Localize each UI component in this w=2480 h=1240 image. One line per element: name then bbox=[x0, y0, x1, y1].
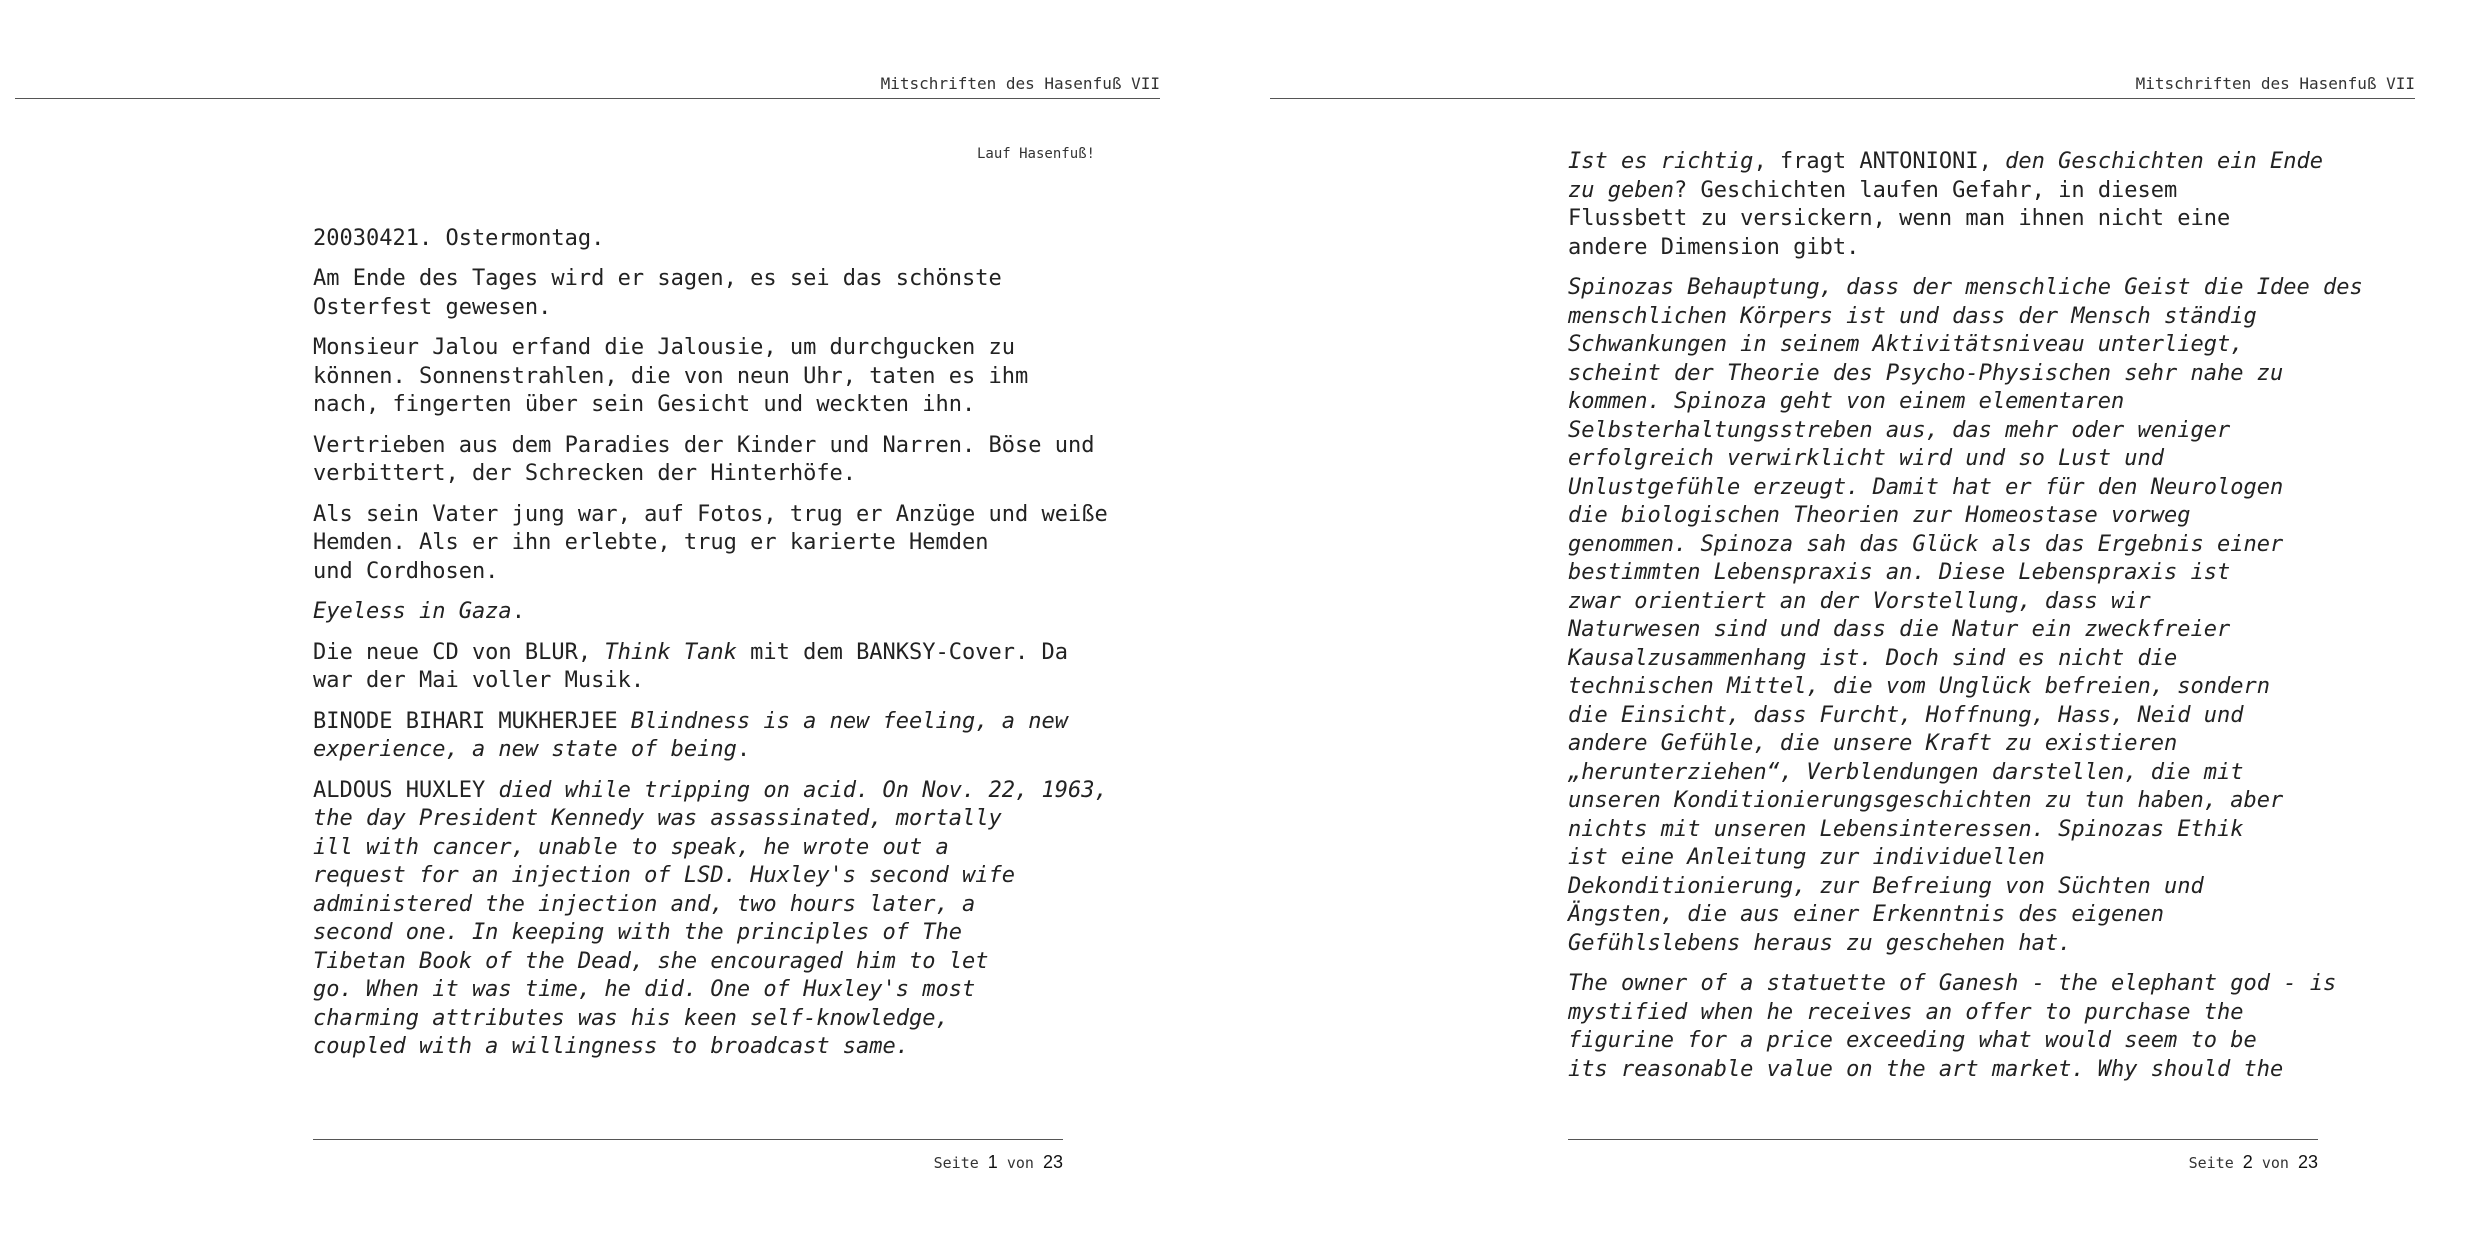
document-page-2 bbox=[1255, 0, 2480, 1240]
text-line bbox=[313, 1005, 1113, 1034]
text-line bbox=[313, 891, 1113, 920]
italic-text: the day President Kennedy was assassinated, mortally bbox=[313, 806, 1002, 831]
text-line bbox=[1568, 559, 2368, 588]
text-line bbox=[1568, 177, 2368, 206]
italic-text: scheint der Theorie des Psycho-Physischen sehr nahe zu bbox=[1568, 360, 2284, 386]
text-line bbox=[1568, 205, 2368, 234]
text-run: Flussbett zu versickern, wenn man ihnen nicht eine bbox=[1568, 206, 2231, 231]
text-line bbox=[313, 834, 1113, 863]
text-line bbox=[313, 1033, 1113, 1062]
text-line bbox=[1568, 445, 2368, 474]
text-run: Hemden. Als er ihn erlebte, trug er karierte Hemden bbox=[313, 530, 989, 555]
text-run: 20030421. Ostermontag. bbox=[313, 225, 605, 251]
text-line bbox=[1568, 388, 2368, 417]
italic-text: den Geschichten ein Ende bbox=[2005, 149, 2323, 174]
text-line bbox=[1568, 1056, 2368, 1085]
total-pages: 23 bbox=[2297, 1152, 2318, 1172]
italic-text: „herunterziehen“, Verblendungen darstellen, die mit bbox=[1568, 759, 2244, 785]
text-line bbox=[313, 294, 1113, 323]
page-number: 2 bbox=[2242, 1152, 2253, 1172]
footer-divider bbox=[313, 1139, 1063, 1140]
italic-text: ill with cancer, unable to speak, he wrote out a bbox=[313, 834, 949, 860]
journal-entry bbox=[313, 265, 1113, 322]
text-line bbox=[1568, 999, 2368, 1028]
text-run: Am Ende des Tages wird er sagen, es sei das schönste bbox=[313, 266, 1002, 291]
text-line bbox=[313, 948, 1113, 977]
text-run: nach, fingerten über sein Gesicht und weckten ihn. bbox=[313, 392, 976, 417]
page-label: Seite bbox=[933, 1154, 979, 1172]
text-line bbox=[1568, 1027, 2368, 1056]
text-run: ALDOUS HUXLEY bbox=[313, 777, 499, 803]
italic-text: zwar orientiert an der Vorstellung, dass wir bbox=[1568, 588, 2151, 614]
text-line bbox=[1568, 759, 2368, 788]
journal-entry bbox=[1568, 970, 2368, 1084]
italic-text: mystified when he receives an offer to purchase the bbox=[1568, 999, 2244, 1025]
text-line bbox=[313, 598, 1113, 627]
text-line bbox=[313, 862, 1113, 891]
text-line bbox=[1568, 787, 2368, 816]
text-line bbox=[1568, 930, 2368, 959]
text-line bbox=[313, 460, 1113, 489]
page-footer bbox=[313, 1152, 1063, 1173]
italic-text: kommen. Spinoza geht von einem elementaren bbox=[1568, 389, 2125, 414]
text-run: verbittert, der Schrecken der Hinterhöfe. bbox=[313, 461, 857, 486]
page-label: Seite bbox=[2188, 1154, 2234, 1172]
italic-text: died while tripping on acid. On Nov. 22, 1963, bbox=[498, 777, 1108, 803]
text-line bbox=[313, 639, 1113, 668]
italic-text: die Einsicht, dass Furcht, Hoffnung, Hass, Neid und bbox=[1568, 702, 2244, 728]
entry-list bbox=[1568, 148, 2368, 1084]
header-divider bbox=[15, 98, 1160, 99]
italic-text: Kausalzusammenhang ist. Doch sind es nicht die bbox=[1568, 645, 2178, 671]
italic-text: coupled with a willingness to broadcast same. bbox=[313, 1034, 910, 1059]
text-line bbox=[313, 777, 1113, 806]
italic-text: nichts mit unseren Lebensinteressen. Spinozas Ethik bbox=[1568, 816, 2244, 842]
italic-text: figurine for a price exceeding what would seem to be bbox=[1568, 1028, 2257, 1053]
text-line bbox=[313, 805, 1113, 834]
italic-text: second one. In keeping with the principles of The bbox=[313, 920, 963, 945]
entry-list bbox=[313, 225, 1113, 1062]
text-run: , fragt ANTONIONI, bbox=[1753, 149, 2006, 174]
text-line bbox=[313, 558, 1113, 587]
text-line bbox=[313, 529, 1113, 558]
italic-text: Dekonditionierung, zur Befreiung von Süchten und bbox=[1568, 873, 2204, 899]
italic-text: menschlichen Körpers ist und dass der Mensch ständig bbox=[1568, 303, 2257, 329]
text-run: . bbox=[736, 737, 751, 762]
text-line bbox=[1568, 474, 2368, 503]
text-line bbox=[1568, 417, 2368, 446]
running-header: Mitschriften des Hasenfuß VII bbox=[2135, 74, 2415, 93]
text-line bbox=[1568, 970, 2368, 999]
text-line bbox=[1568, 816, 2368, 845]
text-line bbox=[1568, 844, 2368, 873]
italic-text: Tibetan Book of the Dead, she encouraged him to let bbox=[313, 948, 989, 974]
journal-entry bbox=[313, 708, 1113, 765]
italic-text: unseren Konditionierungsgeschichten zu tun haben, aber bbox=[1568, 788, 2284, 813]
italic-text: administered the injection and, two hours later, a bbox=[313, 891, 976, 917]
italic-text: experience, a new state of being bbox=[313, 737, 737, 762]
text-line bbox=[1568, 360, 2368, 389]
page-body bbox=[313, 140, 1113, 1074]
text-line bbox=[313, 265, 1113, 294]
text-run: und Cordhosen. bbox=[313, 558, 499, 584]
text-line bbox=[1568, 730, 2368, 759]
text-line bbox=[1568, 531, 2368, 560]
text-run: können. Sonnenstrahlen, die von neun Uhr, taten es ihm bbox=[313, 363, 1029, 389]
journal-entry bbox=[313, 225, 1113, 254]
page-body bbox=[1568, 148, 2368, 1096]
text-line bbox=[313, 363, 1113, 392]
italic-text: zu geben bbox=[1568, 177, 1674, 203]
text-run: mit dem BANKSY-Cover. Da bbox=[736, 639, 1068, 665]
italic-text: Ängsten, die aus einer Erkenntnis des eigenen bbox=[1568, 902, 2165, 927]
of-label: von bbox=[2261, 1154, 2289, 1172]
text-line bbox=[313, 391, 1113, 420]
italic-text: Naturwesen sind und dass die Natur ein zweckfreier bbox=[1568, 617, 2231, 642]
text-line bbox=[313, 334, 1113, 363]
italic-text: charming attributes was his keen self-knowledge, bbox=[313, 1005, 949, 1031]
text-line bbox=[1568, 616, 2368, 645]
text-line bbox=[313, 501, 1113, 530]
italic-text: its reasonable value on the art market. Why should the bbox=[1568, 1056, 2284, 1082]
text-line bbox=[1568, 645, 2368, 674]
italic-text: erfolgreich verwirklicht wird und so Lust und bbox=[1568, 446, 2165, 471]
text-run: andere Dimension gibt. bbox=[1568, 234, 1860, 260]
text-line bbox=[313, 225, 1113, 254]
italic-text: technischen Mittel, die vom Unglück befreien, sondern bbox=[1568, 674, 2270, 699]
italic-text: Spinozas Behauptung, dass der menschliche Geist die Idee des bbox=[1568, 275, 2363, 300]
journal-entry bbox=[1568, 148, 2368, 262]
italic-text: andere Gefühle, die unsere Kraft zu existieren bbox=[1568, 731, 2178, 756]
text-line bbox=[1568, 588, 2368, 617]
italic-text: die biologischen Theorien zur Homeostase vorweg bbox=[1568, 503, 2191, 528]
italic-text: The owner of a statuette of Ganesh - the elephant god - is bbox=[1568, 971, 2337, 996]
text-line bbox=[1568, 274, 2368, 303]
text-line bbox=[313, 667, 1113, 696]
header-divider bbox=[1270, 98, 2415, 99]
of-label: von bbox=[1006, 1154, 1034, 1172]
journal-entry bbox=[313, 334, 1113, 420]
text-line bbox=[1568, 502, 2368, 531]
italic-text: genommen. Spinoza sah das Glück als das Ergebnis einer bbox=[1568, 531, 2284, 557]
text-line bbox=[1568, 901, 2368, 930]
italic-text: Selbsterhaltungsstreben aus, das mehr oder weniger bbox=[1568, 417, 2231, 443]
text-run: Osterfest gewesen. bbox=[313, 294, 552, 320]
running-header: Mitschriften des Hasenfuß VII bbox=[880, 74, 1160, 93]
text-run: ? Geschichten laufen Gefahr, in diesem bbox=[1673, 177, 2178, 203]
text-run: . bbox=[511, 599, 525, 624]
text-line bbox=[1568, 148, 2368, 177]
italic-text: ist eine Anleitung zur individuellen bbox=[1568, 845, 2045, 870]
italic-text: Think Tank bbox=[604, 639, 737, 665]
italic-text: Gefühlslebens heraus zu geschehen hat. bbox=[1568, 930, 2072, 956]
journal-entry bbox=[313, 777, 1113, 1062]
text-line bbox=[1568, 331, 2368, 360]
text-run: Die neue CD von BLUR, bbox=[313, 639, 605, 665]
motto: Lauf Hasenfuß! bbox=[976, 146, 1095, 162]
journal-entry bbox=[313, 639, 1113, 696]
footer-divider bbox=[1568, 1139, 2318, 1140]
journal-entry bbox=[1568, 274, 2368, 958]
text-run: Als sein Vater jung war, auf Fotos, trug er Anzüge und weiße bbox=[313, 501, 1108, 527]
italic-text: Ist es richtig bbox=[1568, 149, 1754, 174]
page-number: 1 bbox=[987, 1152, 998, 1172]
text-line bbox=[1568, 702, 2368, 731]
text-run: war der Mai voller Musik. bbox=[313, 668, 645, 693]
text-run: BINODE BIHARI MUKHERJEE bbox=[313, 708, 631, 734]
journal-entry bbox=[313, 501, 1113, 587]
italic-text: Unlustgefühle erzeugt. Damit hat er für den Neurologen bbox=[1568, 474, 2284, 500]
text-line bbox=[313, 919, 1113, 948]
italic-text: Schwankungen in seinem Aktivitätsniveau unterliegt, bbox=[1568, 332, 2244, 357]
text-line bbox=[313, 708, 1113, 737]
text-run: Vertrieben aus dem Paradies der Kinder und Narren. Böse und bbox=[313, 432, 1095, 458]
text-line bbox=[1568, 234, 2368, 263]
page-footer bbox=[1568, 1152, 2318, 1173]
text-line bbox=[1568, 673, 2368, 702]
text-line bbox=[313, 432, 1113, 461]
text-line bbox=[1568, 873, 2368, 902]
journal-entry bbox=[313, 432, 1113, 489]
italic-text: Blindness is a new feeling, a new bbox=[630, 708, 1068, 734]
text-run: Monsieur Jalou erfand die Jalousie, um durchgucken zu bbox=[313, 335, 1015, 360]
text-line bbox=[1568, 303, 2368, 332]
journal-entry bbox=[313, 598, 1113, 627]
total-pages: 23 bbox=[1042, 1152, 1063, 1172]
text-line bbox=[313, 976, 1113, 1005]
italic-text: go. When it was time, he did. One of Huxley's most bbox=[313, 977, 976, 1002]
italic-text: Eyeless in Gaza bbox=[313, 599, 512, 624]
italic-text: request for an injection of LSD. Huxley's second wife bbox=[313, 863, 1015, 888]
text-line bbox=[313, 736, 1113, 765]
italic-text: bestimmten Lebenspraxis an. Diese Lebenspraxis ist bbox=[1568, 560, 2231, 585]
